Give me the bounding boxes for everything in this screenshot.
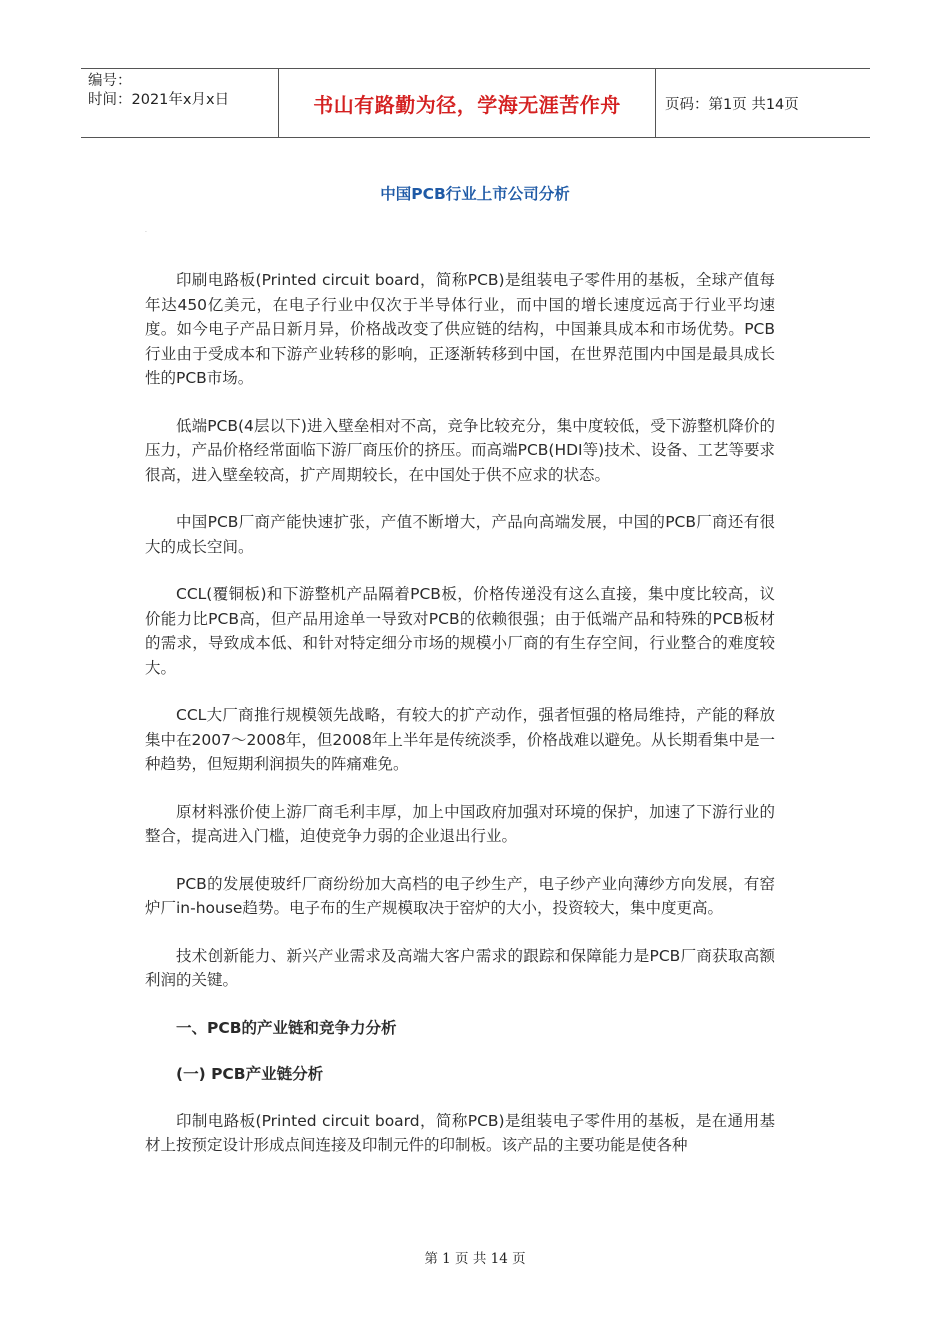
document-body [145, 268, 775, 1181]
paragraph: CCL(覆铜板)和下游整机产品隔着PCB板，价格传递没有这么直接，集中度比较高，议价能力比PCB高，但产品用途单一导致对PCB的依赖很强；由于低端产品和特殊的PCB板材的需求，导致成本低、和针对特定细分市场的规模小厂商的有生存空间，行业整合的难度较大。 [145, 585, 775, 677]
motto: 书山有路勤为径，学海无涯苦作舟 [279, 69, 656, 137]
small-mark: . [145, 227, 147, 234]
header-table [81, 68, 870, 138]
paragraph: 中国PCB厂商产能快速扩张，产值不断增大，产品向高端发展，中国的PCB厂商还有很大的成长空间。 [145, 513, 775, 556]
paragraph: CCL大厂商推行规模领先战略，有较大的扩产动作，强者恒强的格局维持，产能的释放集中在2007～2008年，但2008年上半年是传统淡季，价格战难以避免。从长期看集中是一种趋势，但短期利润损失的阵痛难免。 [145, 706, 775, 773]
paragraph: 印制电路板(Printed circuit board，简称PCB)是组装电子零件用的基板，是在通用基材上按预定设计形成点间连接及印制元件的印制板。该产品的主要功能是使各种 [145, 1111, 775, 1154]
section-heading: 一、PCB的产业链和竞争力分析 [176, 1018, 397, 1037]
header-left-cell [81, 69, 279, 137]
paragraph: 原材料涨价使上游厂商毛利丰厚，加上中国政府加强对环境的保护，加速了下游行业的整合，提高进入门槛，迫使竞争力弱的企业退出行业。 [145, 802, 775, 845]
subsection-heading: (一) PCB产业链分析 [176, 1065, 324, 1083]
number-label: 编号： [88, 73, 132, 89]
time-label: 时间：2021年x月x日 [88, 92, 230, 108]
page-footer: 第 1 页 共 14 页 [424, 1251, 526, 1267]
document-title: 中国PCB行业上市公司分析 [380, 185, 570, 203]
paragraph: PCB的发展使玻纤厂商纷纷加大高档的电子纱生产，电子纱产业向薄纱方向发展，有窑炉厂in-house趋势。电子布的生产规模取决于窑炉的大小，投资较大，集中度更高。 [145, 874, 775, 917]
paragraph: 低端PCB(4层以下)进入壁垒相对不高，竞争比较充分，集中度较低，受下游整机降价的压力，产品价格经常面临下游厂商压价的挤压。而高端PCB(HDI等)技术、设备、工艺等要求很高，进入壁垒较高，扩产周期较长，在中国处于供不应求的状态。 [145, 416, 775, 484]
paragraph: 技术创新能力、新兴产业需求及高端大客户需求的跟踪和保障能力是PCB厂商获取高额利润的关键。 [145, 946, 775, 989]
paragraph: 印刷电路板(Printed circuit board，简称PCB)是组装电子零件用的基板，全球产值每年达450亿美元，在电子行业中仅次于半导体行业，而中国的增长速度远高于行业平均速度。如今电子产品日新月异，价格战改变了供应链的结构，中国兼具成本和市场优势。PCB行业由于受成本和下游产业转移的影响，正逐渐转移到中国，在世界范围内中国是最具成长性的PCB市场。 [145, 271, 775, 387]
page-code: 页码：第1页 共14页 [665, 96, 799, 113]
